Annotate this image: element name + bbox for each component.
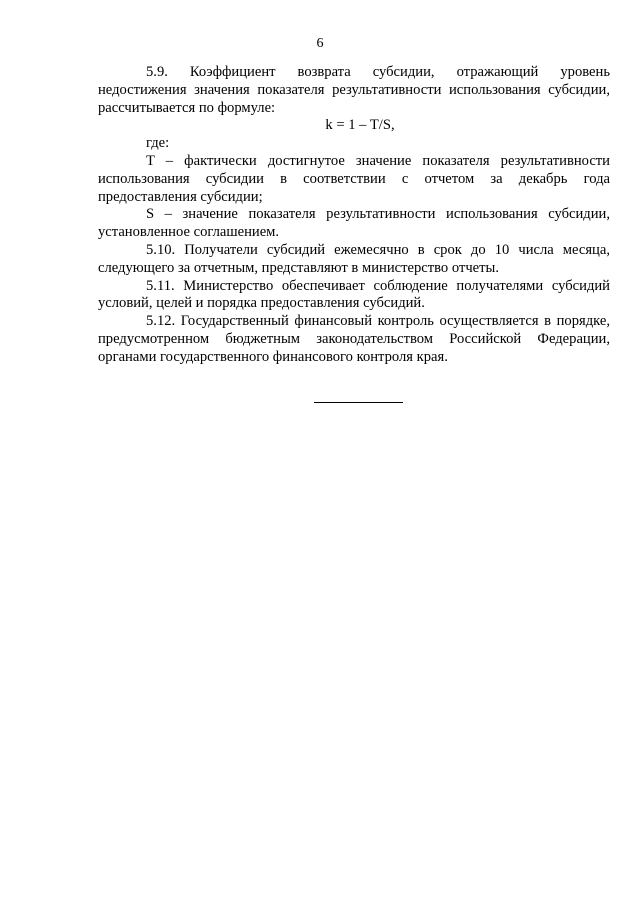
definition-t: T – фактически достигнутое значение показателя результативности использования субсидии в соответствии с отчетом за декабрь года предоставления субсидии; bbox=[98, 152, 610, 205]
paragraph-5-10: 5.10. Получатели субсидий ежемесячно в срок до 10 числа месяца, следующего за отчетным, представляют в министерство отчеты. bbox=[98, 241, 610, 276]
paragraph-5-9: 5.9. Коэффициент возврата субсидии, отражающий уровень недостижения значения показателя результативности использования субсидии, рассчитывается по формуле: bbox=[98, 64, 610, 116]
page-number: 6 bbox=[316, 36, 324, 51]
paragraph-5-12: 5.12. Государственный финансовый контроль осуществляется в порядке, предусмотренном бюджетным законодательством Российской Федерации, органами государственного финансового контроля края. bbox=[98, 313, 610, 365]
formula: k = 1 – T/S, bbox=[325, 117, 395, 134]
end-separator-line bbox=[314, 402, 403, 403]
definition-s: S – значение показателя результативности использования субсидии, установленное соглашением. bbox=[98, 206, 610, 241]
document-body bbox=[98, 64, 610, 367]
paragraph-5-11: 5.11. Министерство обеспечивает соблюдение получателями субсидий условий, целей и порядка предоставления субсидий. bbox=[98, 277, 610, 312]
formula-where-label: где: bbox=[146, 135, 170, 152]
